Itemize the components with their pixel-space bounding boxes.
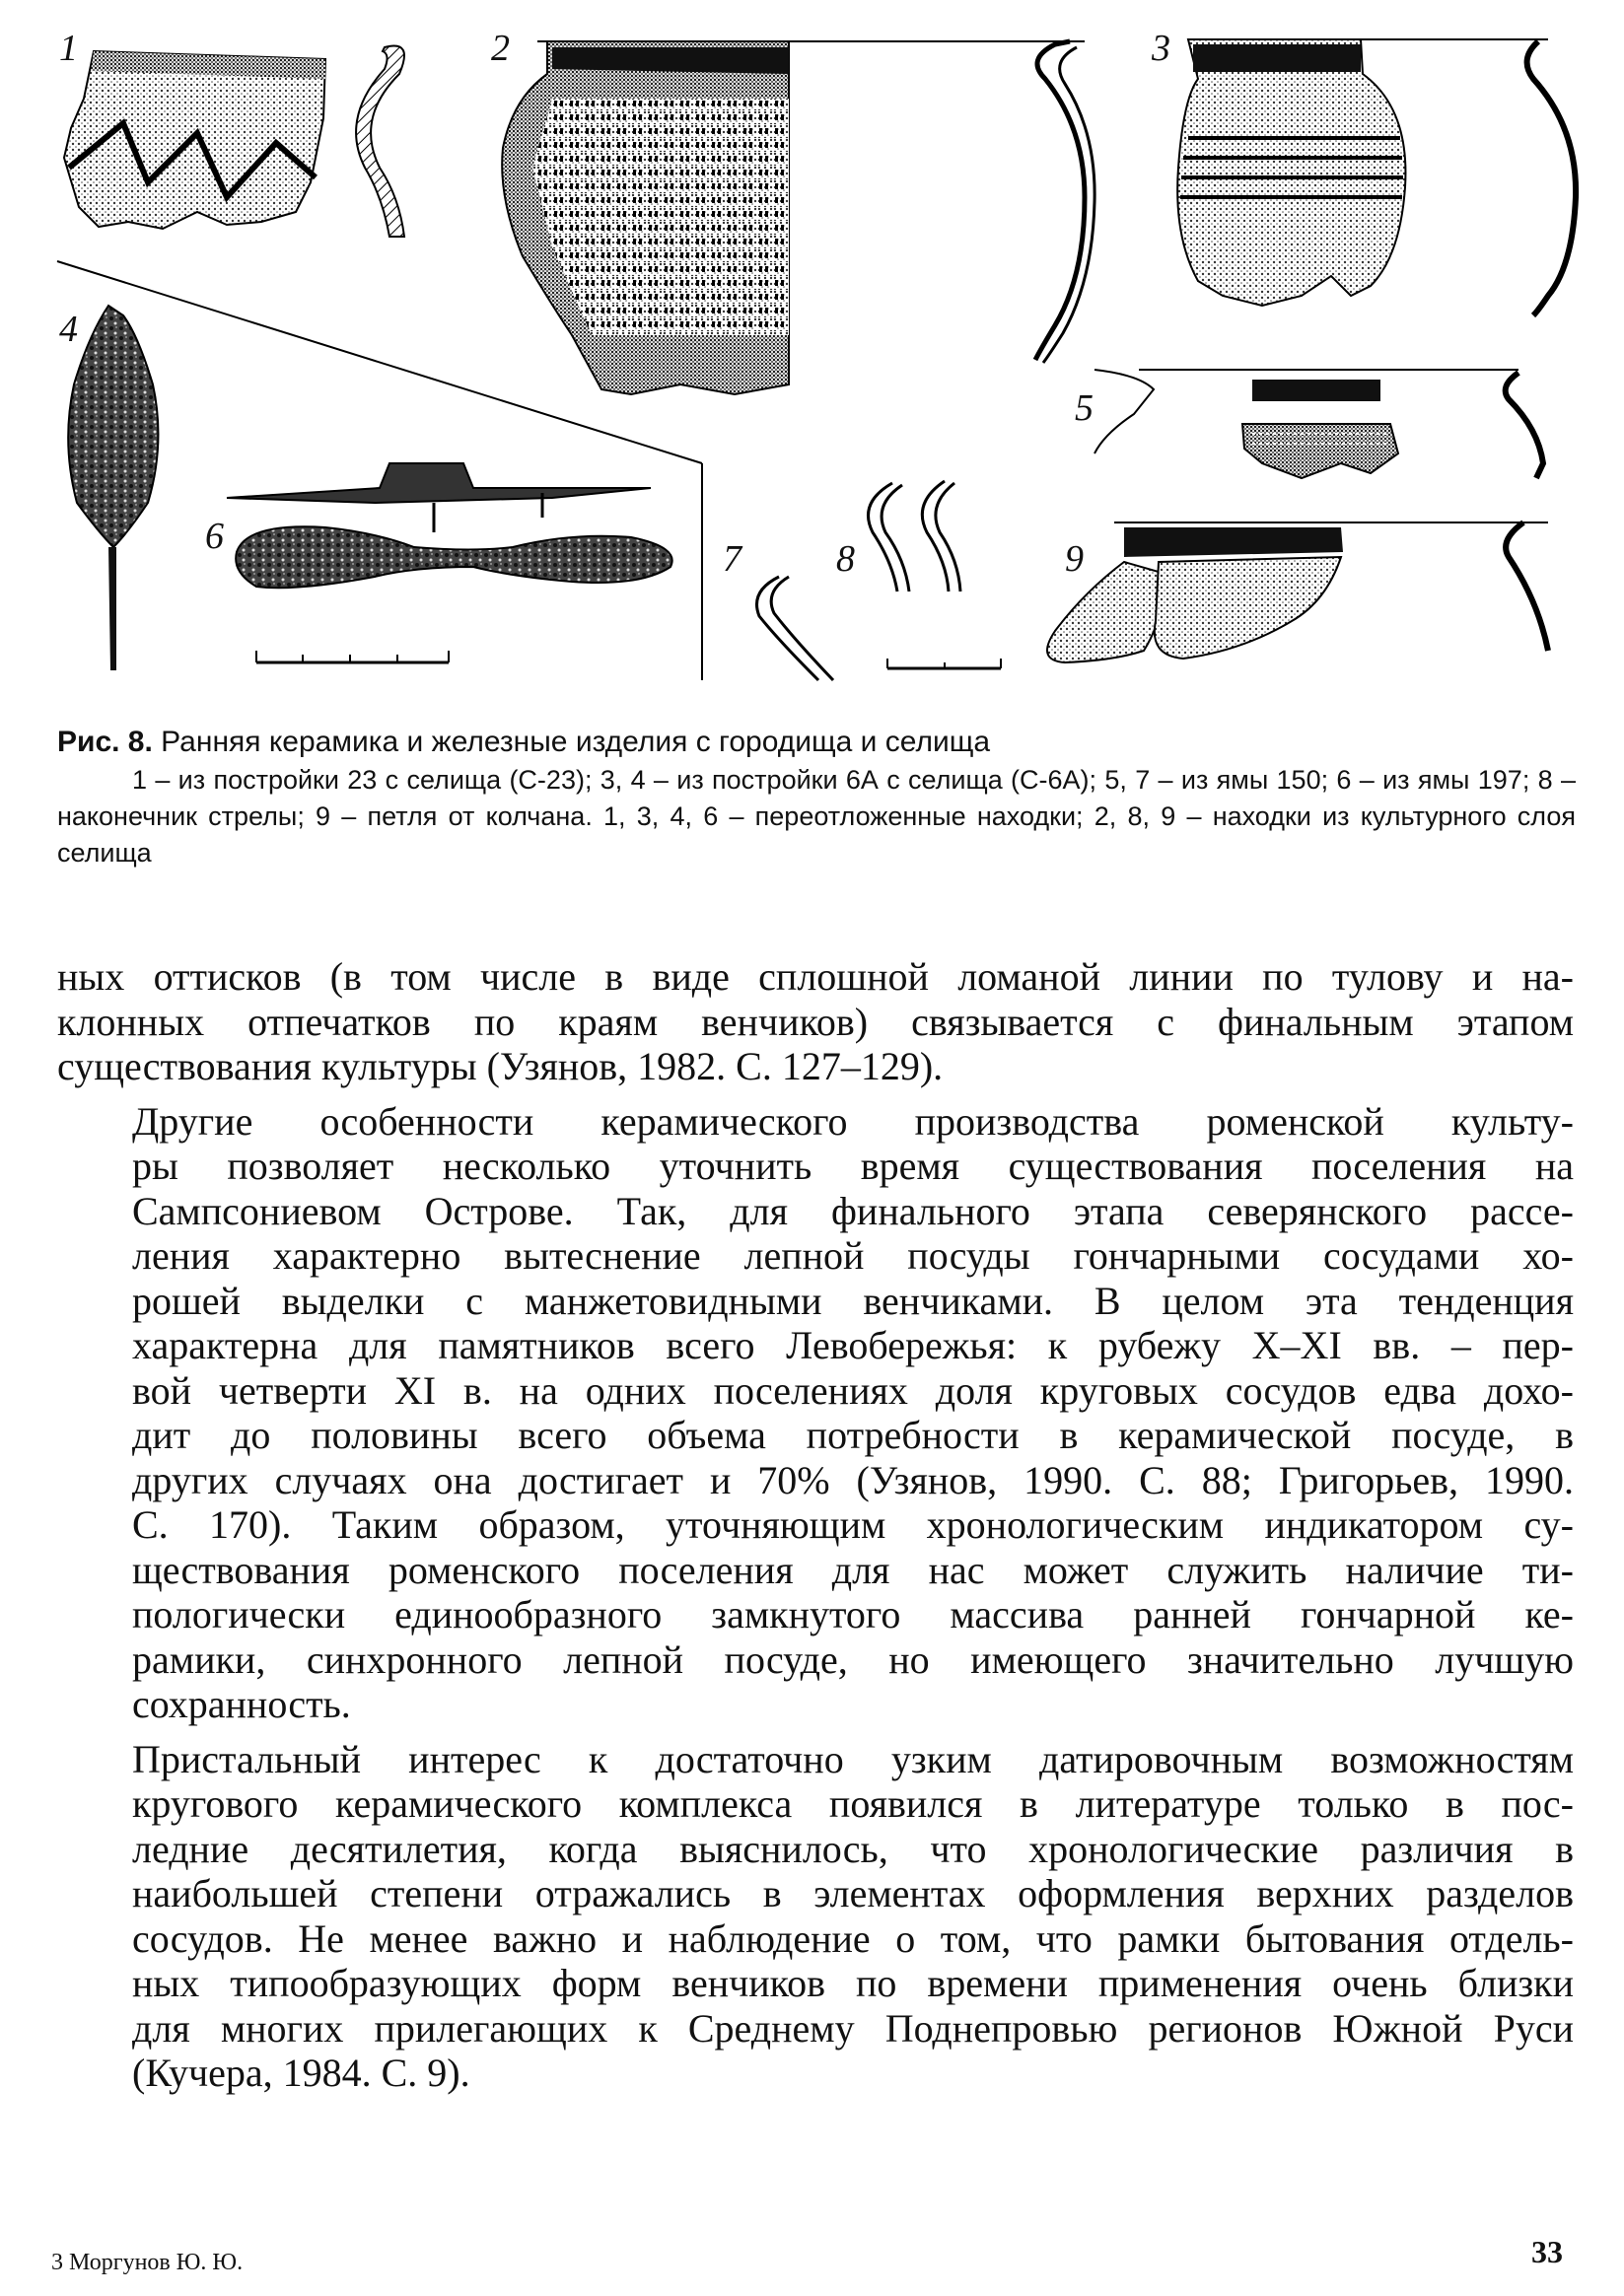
caption-title-line xyxy=(57,723,1576,762)
vessel-3-drawing xyxy=(1177,39,1576,315)
tool-6-drawing xyxy=(227,463,672,662)
text-line: рошей выделки с манжетовидными венчиками. В целом эта тенденция xyxy=(132,1278,1574,1323)
figure-drawings xyxy=(0,0,1624,690)
rim-7-drawing xyxy=(757,577,834,680)
figure-number-8: 8 xyxy=(836,538,855,580)
text-line: ры позволяет несколько уточнить время существования поселения на xyxy=(132,1144,1574,1188)
vessel-5-drawing xyxy=(1094,370,1543,478)
arrowhead-4-drawing xyxy=(68,306,158,670)
text-line: Сампсониевом Острове. Так, для финального этапа северянского рассе- xyxy=(132,1188,1574,1233)
vessel-2-drawing xyxy=(502,41,1094,394)
text-line: существования культуры (Узянов, 1982. С. 127–129). xyxy=(57,1044,944,1088)
text-line: вой четверти XI в. на одних поселениях доля круговых сосудов едва дохо- xyxy=(132,1367,1574,1413)
figure-number-6: 6 xyxy=(205,516,224,557)
text-line: пологически единообразного замкнутого массива ранней гончарной ке- xyxy=(132,1592,1574,1636)
text-line: дит до половины всего объема потребности в керамической посуде, в xyxy=(132,1413,1574,1457)
rim-8-drawing xyxy=(869,481,1002,668)
text-line: (Кучера, 1984. С. 9). xyxy=(132,2051,470,2095)
text-line: ледние десятилетия, когда выяснилось, что хронологические различия в xyxy=(132,1826,1574,1871)
paragraph-3 xyxy=(57,1737,1574,2096)
paragraph-2 xyxy=(57,1099,1574,1727)
figure-number-9: 9 xyxy=(1065,538,1084,580)
caption-line: находки из культурного слоя селища xyxy=(57,801,1576,868)
figure-number-7: 7 xyxy=(723,538,741,580)
text-line: ществования роменского поселения для нас может служить наличие ти- xyxy=(132,1547,1574,1592)
paragraph-1 xyxy=(57,954,1574,1089)
text-line: для многих прилегающих к Среднему Поднепровью регионов Южной Руси xyxy=(132,2005,1574,2051)
text-line: Другие особенности керамического производства роменской культу- xyxy=(132,1098,1574,1144)
figure-number-5: 5 xyxy=(1075,387,1094,429)
caption-label: Рис. 8. xyxy=(57,726,153,758)
figure-number-3: 3 xyxy=(1152,28,1170,69)
text-line: других случаях она достигает и 70% (Узянов, 1990. С. 88; Григорьев, 1990. xyxy=(132,1457,1574,1502)
text-line: Пристальный интерес к достаточно узким датировочным возможностям xyxy=(132,1736,1574,1781)
figure-number-1: 1 xyxy=(59,28,78,69)
text-line: ных типообразующих форм венчиков по времени применения очень близки xyxy=(132,1961,1574,2005)
text-line: ных оттисков (в том числе в виде сплошной ломаной линии по тулову и на- xyxy=(57,954,1574,999)
printer-signature: 3 Моргунов Ю. Ю. xyxy=(51,2250,244,2275)
vessel-9-drawing xyxy=(1047,522,1548,662)
text-line: рамики, синхронного лепной посуде, но имеющего значительно лучшую xyxy=(132,1636,1574,1682)
text-line: наибольшей степени отражались в элементах оформления верхних разделов xyxy=(132,1871,1574,1915)
figure-caption xyxy=(57,723,1576,871)
sherd-1-drawing xyxy=(64,46,404,237)
text-line: С. 170). Таким образом, уточняющим хронологическим индикатором су- xyxy=(132,1502,1574,1547)
text-line: кругового керамического комплекса появился в литературе только в пос- xyxy=(132,1781,1574,1826)
caption-body xyxy=(57,762,1576,871)
text-line: сосудов. Не менее важно и наблюдение о том, что рамки бытования отдель- xyxy=(132,1915,1574,1961)
caption-line: 1 – из постройки 23 с селища (С-23); 3, 4 – из постройки 6А с селища (С-6А); 5, 7 – из ямы 150; 6 – xyxy=(132,765,1375,795)
text-line: сохранность. xyxy=(132,1682,351,1726)
figure-number-4: 4 xyxy=(59,309,78,350)
text-line: ления характерно вытеснение лепной посуды гончарными сосудами хо- xyxy=(132,1233,1574,1278)
main-text xyxy=(57,954,1574,2106)
caption-title: Ранняя керамика и железные изделия с городища и селища xyxy=(161,726,991,758)
caption-line: из ямы 197; 8 – наконечник стрелы; 9 – петля от колчана. 1, 3, 4, 6 – переотложенные находки; 2, 8, 9 – xyxy=(57,765,1576,831)
text-line: клонных отпечатков по краям венчиков) связывается с финальным этапом xyxy=(57,999,1574,1044)
page-number: 33 xyxy=(1531,2234,1563,2269)
figure-number-2: 2 xyxy=(491,28,510,69)
text-line: характерна для памятников всего Левобережья: к рубежу X–XI вв. – пер- xyxy=(132,1323,1574,1367)
figure-8 xyxy=(0,0,1624,690)
